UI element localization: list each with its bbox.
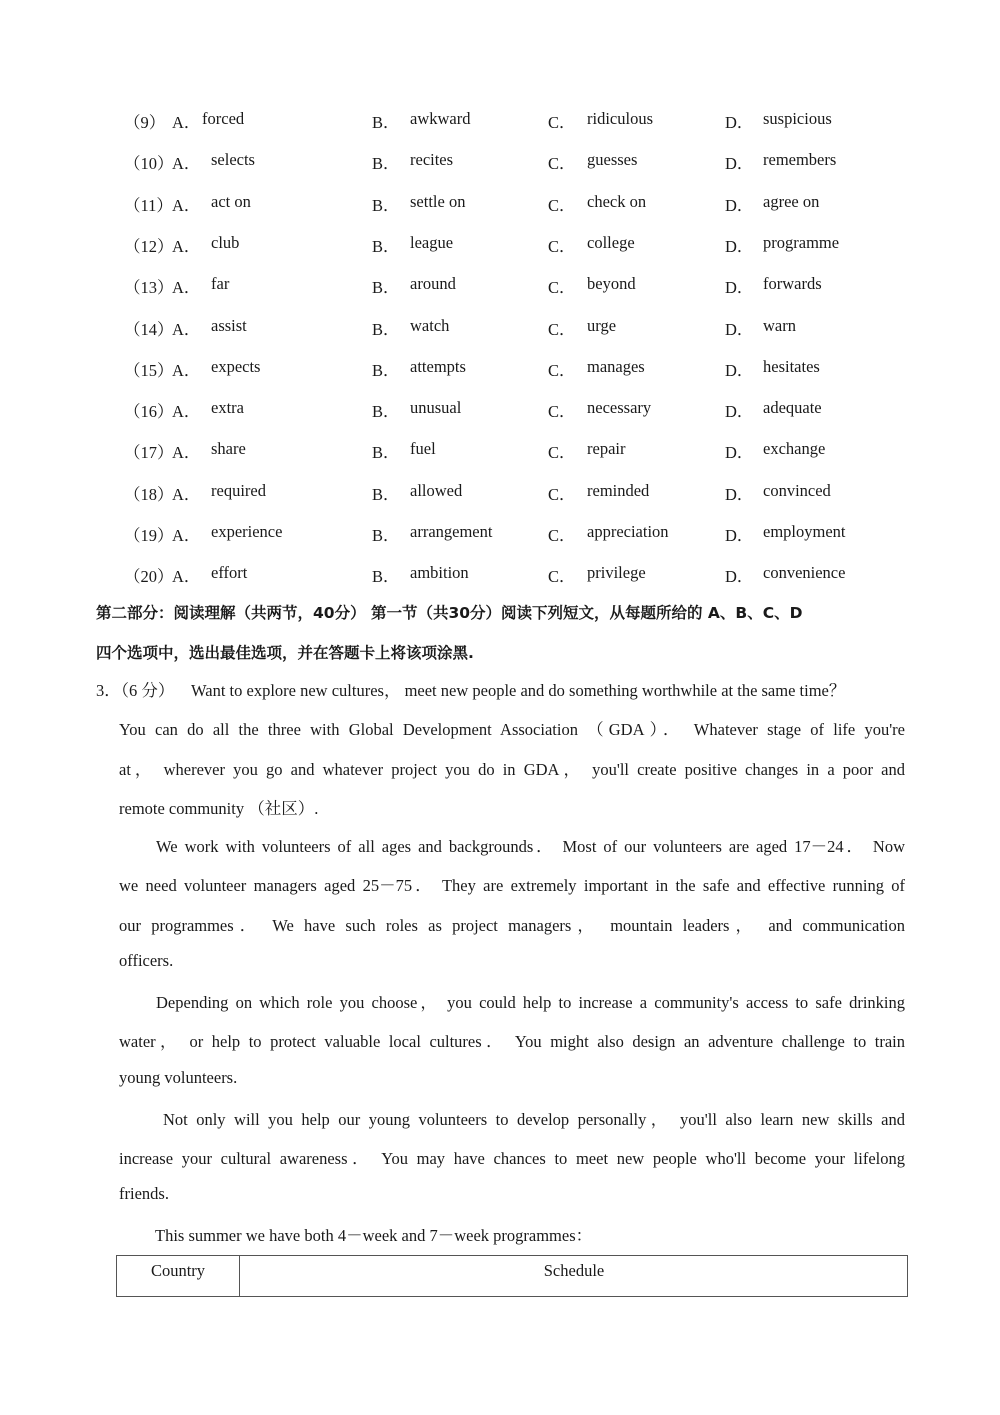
option-letter-d: D． (725, 319, 754, 339)
passage-line: friends. (119, 1184, 169, 1203)
option-b: watch (410, 315, 450, 335)
option-c: ridiculous (587, 109, 653, 128)
passage-line: We work with volunteers of all ages and backgrounds． Most of our volunteers are aged 17－24． Now (156, 837, 905, 856)
option-letter-b: B． (372, 402, 400, 422)
option-letter-b: B． (372, 484, 400, 504)
option-c: manages (587, 356, 645, 376)
option-row (0, 109, 1000, 133)
option-letter-d: D． (725, 443, 754, 463)
option-d: suspicious (763, 109, 832, 128)
option-d: programme (763, 232, 840, 252)
question-number: （13） (124, 278, 174, 298)
passage-line: our programmes． We have such roles as project managers， mountain leaders， and communication (119, 916, 905, 935)
option-a: effort (211, 563, 248, 583)
option-a: experience (211, 522, 283, 541)
option-row (0, 192, 1000, 216)
option-letter-c: C． (548, 236, 576, 256)
option-letter-d: D． (725, 154, 754, 174)
option-row (0, 439, 1000, 463)
option-letter-a: A． (172, 484, 201, 504)
option-letter-c: C． (548, 113, 576, 132)
option-letter-c: C． (548, 319, 576, 339)
option-letter-c: C． (548, 567, 576, 587)
table-header-schedule: Schedule (543, 1261, 605, 1280)
option-row (0, 481, 1000, 505)
option-a: extra (211, 398, 244, 418)
option-d: exchange (763, 439, 826, 459)
option-letter-d: D． (725, 278, 754, 298)
section-heading-line1: 第二部分：阅读理解（共两节，40分） 第一节（共30分）阅读下列短文，从每题所给的 A、B、C、D (96, 604, 803, 622)
question-number: （18） (124, 484, 174, 504)
question-number: （9） (124, 113, 166, 132)
option-a: act on (211, 191, 251, 211)
passage-line: increase your cultural awareness． You may have chances to meet new people who'll become your lifelong (119, 1149, 905, 1168)
option-letter-a: A． (172, 236, 201, 256)
option-letter-d: D． (725, 360, 754, 380)
option-letter-a: A． (172, 360, 201, 380)
option-c: beyond (587, 274, 636, 294)
question-number: （16） (124, 402, 174, 422)
passage-line: we need volunteer managers aged 25－75． They are extremely important in the safe and effective running of (119, 876, 905, 895)
option-d: agree on (763, 191, 820, 211)
option-b: around (410, 274, 456, 294)
question-number: 3．（6 分） (96, 681, 175, 700)
option-b: awkward (410, 109, 471, 128)
option-a: share (211, 439, 246, 459)
option-c: urge (587, 315, 617, 335)
option-letter-d: D． (725, 526, 754, 545)
option-letter-b: B． (372, 567, 400, 587)
option-letter-d: D． (725, 484, 754, 504)
option-letter-b: B． (372, 443, 400, 463)
option-letter-b: B． (372, 113, 400, 132)
option-b: arrangement (410, 522, 493, 541)
option-c: college (587, 232, 635, 252)
passage-line: This summer we have both 4－week and 7－week programmes： (155, 1226, 593, 1245)
question-number: （17） (124, 443, 174, 463)
option-letter-c: C． (548, 402, 576, 422)
option-letter-a: A． (172, 526, 201, 545)
passage-line: remote community （社区）. (119, 799, 319, 818)
option-c: privilege (587, 563, 646, 583)
option-letter-b: B． (372, 278, 400, 298)
option-row (0, 398, 1000, 422)
option-letter-b: B． (372, 236, 400, 256)
option-d: convenience (763, 563, 846, 583)
section-heading-line2: 四个选项中，选出最佳选项，并在答题卡上将该项涂黑. (96, 644, 474, 662)
option-a: expects (211, 356, 261, 376)
option-b: allowed (410, 480, 463, 500)
option-a: assist (211, 315, 247, 335)
option-d: remembers (763, 150, 837, 170)
option-d: employment (763, 522, 846, 541)
option-letter-d: D． (725, 402, 754, 422)
question-number: （19） (124, 526, 174, 545)
passage-line: at， wherever you go and whatever project you do in GDA， you'll create positive changes in a poor and (119, 760, 905, 779)
option-row (0, 150, 1000, 174)
option-letter-c: C． (548, 484, 576, 504)
question-number: （14） (124, 319, 174, 339)
option-c: guesses (587, 150, 638, 170)
option-b: recites (410, 150, 454, 170)
option-b: unusual (410, 398, 462, 418)
option-letter-a: A． (172, 154, 201, 174)
passage-line: officers. (119, 951, 174, 970)
option-letter-c: C． (548, 443, 576, 463)
option-letter-b: B． (372, 360, 400, 380)
option-row (0, 233, 1000, 257)
option-d: adequate (763, 398, 822, 418)
option-d: forwards (763, 274, 822, 294)
option-letter-a: A． (172, 567, 201, 587)
option-letter-c: C． (548, 360, 576, 380)
passage-line: You can do all the three with Global Development Association （GDA）． Whatever stage of life you're (119, 720, 905, 739)
passage-line: water， or help to protect valuable local cultures． You might also design an adventure challenge to train (119, 1032, 905, 1051)
option-row (0, 563, 1000, 587)
option-b: attempts (410, 356, 466, 376)
option-letter-d: D． (725, 236, 754, 256)
option-row (0, 522, 1000, 546)
passage-line: Depending on which role you choose， you could help to increase a community's access to safe drinking (156, 993, 905, 1012)
option-a: selects (211, 150, 255, 170)
question-number: （11） (124, 195, 173, 215)
option-letter-d: D． (725, 567, 754, 587)
table-header-country: Country (117, 1256, 240, 1296)
option-letter-d: D． (725, 113, 754, 132)
passage-line: young volunteers. (119, 1068, 238, 1087)
option-row (0, 274, 1000, 298)
option-letter-a: A． (172, 402, 201, 422)
option-row (0, 316, 1000, 340)
option-a: required (211, 480, 266, 500)
option-a: forced (202, 109, 245, 128)
option-c: appreciation (587, 522, 669, 541)
option-row (0, 357, 1000, 381)
passage-line: Not only will you help our young volunteers to develop personally， you'll also learn new skills and (163, 1110, 905, 1129)
option-letter-b: B． (372, 319, 400, 339)
question-number: （20） (124, 567, 174, 587)
option-letter-b: B． (372, 195, 400, 215)
question-number: （15） (124, 360, 174, 380)
option-a: far (211, 274, 230, 294)
option-c: check on (587, 191, 647, 211)
option-letter-d: D． (725, 195, 754, 215)
option-c: reminded (587, 480, 650, 500)
question-number: （10） (124, 154, 174, 174)
option-a: club (211, 232, 240, 252)
schedule-table (116, 1255, 908, 1297)
question-number: （12） (124, 236, 174, 256)
passage-line: Want to explore new cultures， meet new people and do something worthwhile at the same time？ (191, 681, 846, 700)
option-letter-c: C． (548, 526, 576, 545)
option-letter-b: B． (372, 526, 400, 545)
option-b: settle on (410, 191, 466, 211)
option-letter-a: A． (172, 278, 201, 298)
option-d: convinced (763, 480, 831, 500)
option-letter-c: C． (548, 278, 576, 298)
option-d: warn (763, 315, 796, 335)
option-b: league (410, 232, 454, 252)
option-c: necessary (587, 398, 652, 418)
option-letter-a: A． (172, 195, 201, 215)
option-letter-b: B． (372, 154, 400, 174)
option-letter-c: C． (548, 154, 576, 174)
option-b: fuel (410, 439, 436, 459)
option-c: repair (587, 439, 626, 459)
option-letter-a: A． (172, 319, 201, 339)
option-letter-a: A． (172, 113, 201, 132)
option-letter-a: A． (172, 443, 201, 463)
option-letter-c: C． (548, 195, 576, 215)
option-d: hesitates (763, 356, 820, 376)
option-b: ambition (410, 563, 469, 583)
